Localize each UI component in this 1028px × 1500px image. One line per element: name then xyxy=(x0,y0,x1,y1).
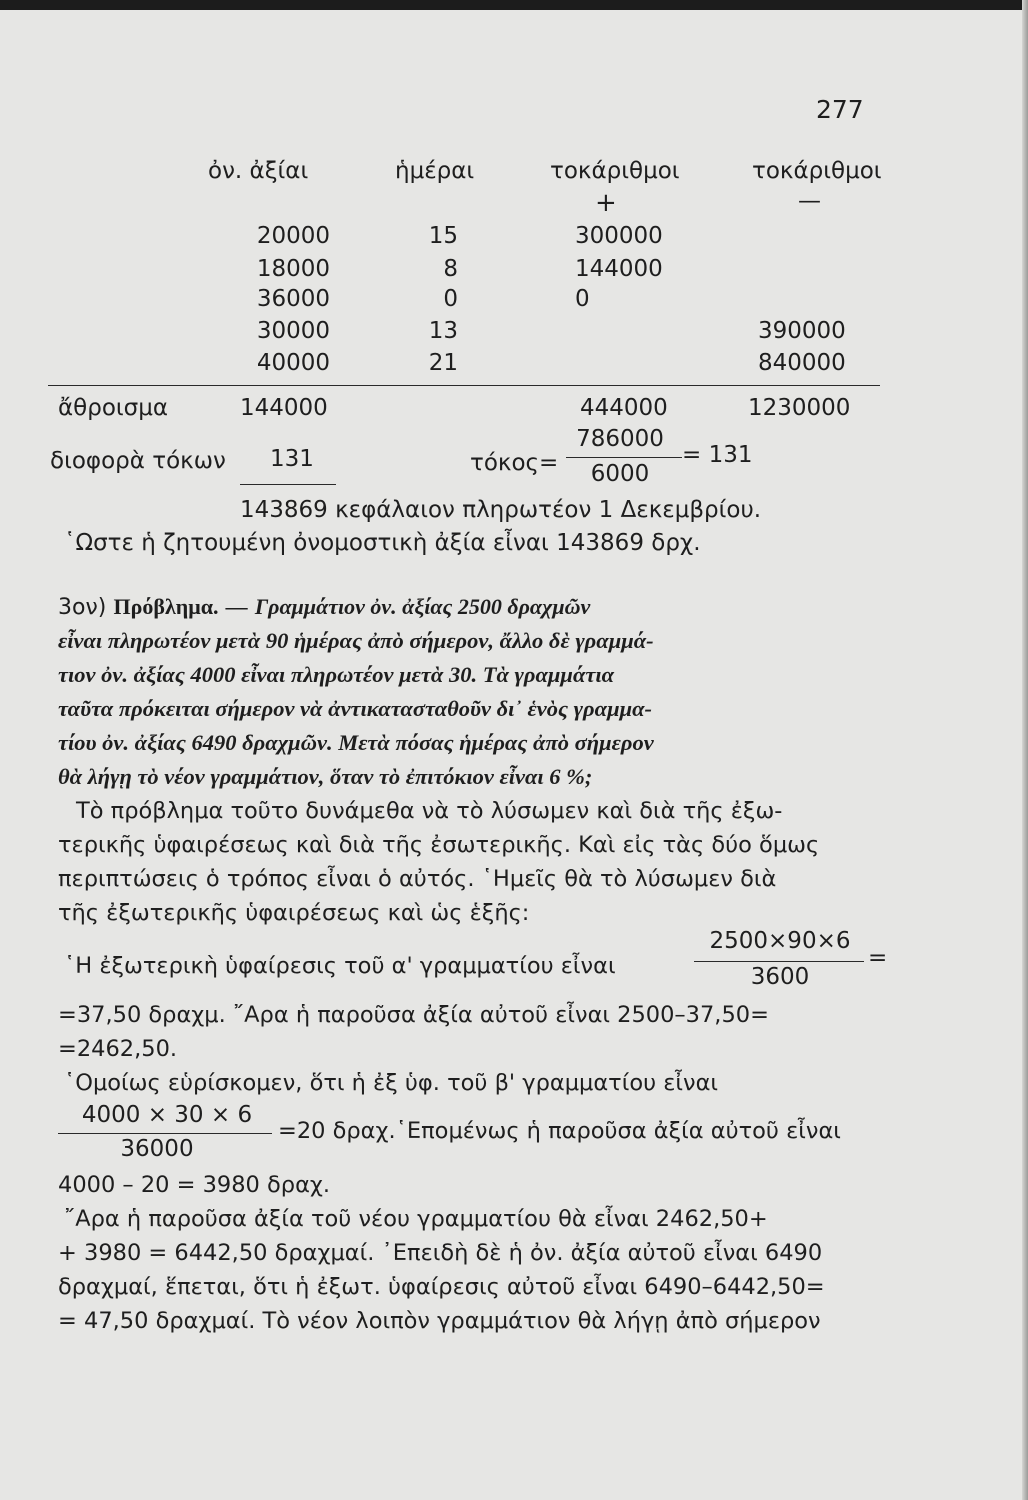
problem-line-2: εἶναι πληρωτέον μετὰ 90 ἡμέρας ἀπὸ σήμερον, ἄλλο δὲ γραμμά- xyxy=(58,628,654,653)
row-3-plus: 0 xyxy=(575,286,590,312)
row-2-value: 18000 xyxy=(256,256,330,282)
row-1-days: 15 xyxy=(428,223,458,249)
problem-line-5: τίου ὀν. ἀξίας 6490 δραχμῶν. Μετὰ πόσας ἡμέρας ἀπὸ σήμερον xyxy=(58,730,654,755)
row-2-days: 8 xyxy=(443,256,458,282)
conclusion-line: ῾Ωστε ἡ ζητουμένη ὀνομοστικὴ ἀξία εἶναι 143869 δρχ. xyxy=(64,530,701,556)
body-line-4: τῆς ἐξωτερικῆς ὑφαιρέσεως καὶ ὡς ἑξῆς: xyxy=(58,900,530,926)
row-4-days: 13 xyxy=(428,318,458,344)
formula-2-denominator: 36000 xyxy=(120,1136,194,1162)
formula-2-fraction-bar xyxy=(58,1133,272,1134)
header-minus-numbers: τοκάριθμοι xyxy=(752,158,882,184)
formula-1-numerator: 2500×90×6 xyxy=(709,928,851,954)
row-4-value: 30000 xyxy=(256,318,330,344)
row-1-value: 20000 xyxy=(256,223,330,249)
body-line-a: =37,50 δραχμ. ῎Αρα ἡ παροῦσα ἀξία αὐτοῦ εἶναι 2500–37,50= xyxy=(58,1002,769,1028)
diff-value: 131 xyxy=(270,446,314,472)
table-sum-rule xyxy=(48,385,880,386)
row-2-plus: 144000 xyxy=(575,256,663,282)
row-1-plus: 300000 xyxy=(575,223,663,249)
formula-2-numerator: 4000 × 30 × 6 xyxy=(81,1102,253,1128)
tokos-fraction-bar xyxy=(566,457,682,458)
body-line-1: Τὸ πρόβλημα τοῦτο δυνάμεθα νὰ τὸ λύσωμεν καὶ διὰ τῆς ἐξω- xyxy=(76,798,783,824)
body-line-f: + 3980 = 6442,50 δραχμαί. ᾿Επειδὴ δὲ ἡ ὀν. ἀξία αὐτοῦ εἶναι 6490 xyxy=(58,1240,823,1266)
header-plus-numbers: τοκάριθμοι xyxy=(550,158,680,184)
problem-dash: — xyxy=(225,594,248,619)
body-line-d: 4000 – 20 = 3980 δραχ. xyxy=(58,1172,331,1198)
body-line-g: δραχμαί, ἕπεται, ὅτι ἡ ἐξωτ. ὑφαίρεσις αὐτοῦ εἶναι 6490–6442,50= xyxy=(58,1274,825,1300)
body-line-c: ῾Ομοίως εὑρίσκομεν, ὅτι ἡ ἐξ ὑφ. τοῦ β' γραμματίου εἶναι xyxy=(64,1070,719,1096)
problem-line-6: θὰ λήγῃ τὸ νέον γραμμάτιον, ὅταν τὸ ἐπιτόκιον εἶναι 6 %; xyxy=(58,764,593,789)
problem-line-4: ταῦτα πρόκειται σήμερον νὰ ἀντικατασταθοῦν δι᾽ ἑνὸς γραμμα- xyxy=(58,696,653,721)
body-line-h: = 47,50 δραχμαί. Τὸ νέον λοιπὸν γραμμάτιον θὰ λήγῃ ἀπὸ σήμερον xyxy=(58,1308,821,1334)
header-days: ἡμέραι xyxy=(395,158,475,184)
row-5-value: 40000 xyxy=(256,350,330,376)
sum-label: ἄθροισμα xyxy=(58,395,169,421)
body-line-e: ῎Αρα ἡ παροῦσα ἀξία τοῦ νέου γραμματίου θὰ εἶναι 2462,50+ xyxy=(64,1206,768,1232)
formula-1-fraction-bar xyxy=(694,961,864,962)
problem-line-1 xyxy=(58,594,890,620)
row-3-days: 0 xyxy=(443,286,458,312)
row-5-days: 21 xyxy=(428,350,458,376)
formula-1-denominator: 3600 xyxy=(750,964,810,990)
body-line-2: τερικῆς ὑφαιρέσεως καὶ διὰ τῆς ἐσωτερικῆς. Καὶ εἰς τὰς δύο ὅμως xyxy=(58,832,820,858)
row-3-value: 36000 xyxy=(256,286,330,312)
formula-2-rest: =20 δραχ.῾Επομένως ἡ παροῦσα ἀξία αὐτοῦ εἶναι xyxy=(278,1118,841,1144)
problem-text-1: Γραμμάτιον ὀν. ἀξίας 2500 δραχμῶν xyxy=(254,594,591,619)
tokos-label: τόκος= xyxy=(470,450,559,476)
sign-plus: + xyxy=(595,188,617,218)
row-5-minus: 840000 xyxy=(758,350,846,376)
formula-1-equals: = xyxy=(868,945,888,971)
sum-minus: 1230000 xyxy=(748,395,851,421)
row-4-minus: 390000 xyxy=(758,318,846,344)
body-line-3: περιπτώσεις ὁ τρόπος εἶναι ὁ αὐτός. ῾Ημεῖς θὰ τὸ λύσωμεν διὰ xyxy=(58,866,777,892)
sum-plus: 444000 xyxy=(580,395,668,421)
problem-number: 3ον) xyxy=(58,595,107,620)
body-line-b: =2462,50. xyxy=(58,1036,178,1062)
top-scan-border xyxy=(0,0,1028,10)
right-scan-edge xyxy=(1022,0,1028,1500)
header-nominal-values: ὀν. ἀξίαι xyxy=(208,158,309,184)
problem-line-3: τιον ὀν. ἀξίας 4000 εἶναι πληρωτέον μετὰ 30. Τὰ γραμμάτια xyxy=(58,662,615,687)
tokos-result: = 131 xyxy=(682,442,753,468)
problem-title: Πρόβλημα. xyxy=(113,594,219,619)
sign-minus: — xyxy=(798,188,821,214)
diff-label: διοφορὰ τόκων xyxy=(50,448,226,474)
diff-rule xyxy=(240,484,336,485)
result-line: 143869 κεφάλαιον πληρωτέον 1 Δεκεμβρίου. xyxy=(240,497,762,523)
tokos-denominator: 6000 xyxy=(590,461,650,487)
formula-1-text: ῾Η ἐξωτερικὴ ὑφαίρεσις τοῦ α' γραμματίου εἶναι xyxy=(64,953,616,979)
sum-value: 144000 xyxy=(240,395,328,421)
page-number: 277 xyxy=(816,95,864,124)
tokos-numerator: 786000 xyxy=(576,426,664,452)
